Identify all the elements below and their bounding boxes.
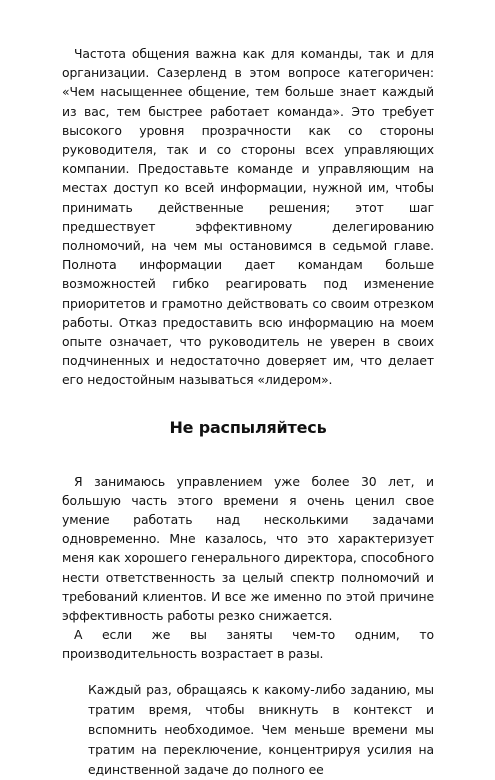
paragraph-communication: Частота общения важна как для команды, так и для организации. Сазерленд в этом вопросе категоричен: «Чем насыщеннее общение, тем больше знает каждый из вас, тем быстрее работает команда». Это требует высокого уровня прозрачности как со стороны руководителя, так и со стороны всех управляющих компании. Предоставьте команде и управляющим на местах доступ ко всей информации, нужной им, чтобы принимать действенные решения; этот шаг предшествует эффективному делегированию полномочий, на чем мы остановимся в седьмой главе. Полнота информации дает командам больше возможностей гибко реагировать под изменение приоритетов и грамотно действовать со своим отрезком работы. Отказ предоставить всю информацию на моем опыте означает, что руководитель не уверен в своих подчиненных и недостаточно доверяет им, что делает его недостойным называться «лидером».	[62, 46, 434, 388]
quote-text: Каждый раз, обращаясь к какому-либо заданию, мы тратим время, чтобы вникнуть в контекст и вспомнить необходимое. Чем меньше времени мы тратим на переключение, концентрируя усилия на единственной задаче до полного ее	[88, 681, 434, 777]
section-heading: Не распыляйтесь	[169, 417, 327, 437]
paragraph-experience: Я занимаюсь управлением уже более 30 лет, и большую часть этого времени я очень ценил свое умение работать над несколькими задачами одновременно. Мне казалось, что это характеризует меня как хорошего генерального директора, способного нести ответственность за целый спектр полномочий и требований клиентов. И все же именно по этой причине эффективность работы резко снижается.	[62, 473, 434, 624]
quote-block	[88, 680, 434, 780]
paragraph-productivity: А если же вы заняты чем-то одним, то производительность возрастает в разы.	[62, 627, 434, 662]
page-body	[62, 44, 434, 780]
